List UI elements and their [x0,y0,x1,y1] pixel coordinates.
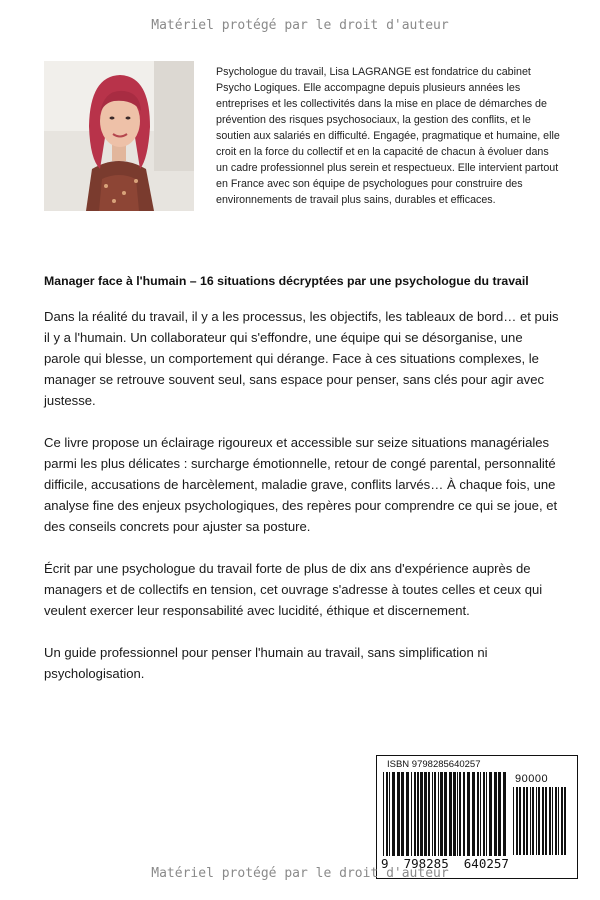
barcode-bar [434,772,436,856]
isbn-label: ISBN 9798285640257 [387,759,481,770]
paragraph-1: Dans la réalité du travail, il y a les processus, les objectifs, les tableaux de bord… et puis il y a l'humain. Un collaborateur qui s'effondre, une équipe qui se désorganise, une parole qui blesse, un comportement qui dérange. Face à ces situations complexes, le manager se retrouve souvent seul, sans espace pour penser, sans clés pour agir avec justesse. [44,309,559,408]
barcode-bar [459,772,461,856]
barcode-bar [457,772,458,856]
barcode-bar [486,772,487,856]
barcode-bar [523,787,525,855]
copyright-watermark-top: Matériel protégé par le droit d'auteur [151,18,449,33]
barcode-bar [424,772,427,856]
barcode-bar [513,787,514,855]
copyright-watermark-bottom: Matériel protégé par le droit d'auteur [151,866,449,881]
barcode-bar [472,772,475,856]
barcode-bar [477,772,479,856]
barcode-bar [542,787,544,855]
barcode-bar [440,772,443,856]
barcode-bar [383,772,384,856]
back-cover-text [44,306,559,705]
barcode-bar [526,787,528,855]
barcode-digits: 9 798285 640257 [381,856,509,871]
barcode-bar [552,787,553,855]
barcode-bar [401,772,404,856]
barcode-bar [397,772,400,856]
barcode-bar [503,772,506,856]
paragraph-2: Ce livre propose un éclairage rigoureux et accessible sur seize situations managériales parmi les plus délicates : surcharge émotionnelle, retour de congé parental, personnalité difficile, accusations de harcèlement, maladie grave, conflits larvés… À chaque fois, une analyse fine des enjeux psychologiques, des repères pour comprendre ce qui se joue, et des conseils concrets pour ajuster sa posture. [44,435,558,534]
book-heading: Manager face à l'humain – 16 situations décryptées par une psychologue du travail [44,274,529,288]
barcode-bar [489,772,492,856]
addon-barcode-bars [511,787,569,855]
barcode-bar [532,787,534,855]
isbn-barcode [376,755,578,879]
barcode-bar [564,787,566,855]
barcode-bar [432,772,433,856]
ean-barcode-bars [381,772,507,856]
barcode-bar [558,787,559,855]
barcode-bar [536,787,537,855]
barcode-bar [444,772,447,856]
barcode-bar [549,787,551,855]
barcode-bar [453,772,456,856]
author-photo [44,61,194,211]
paragraph-4: Un guide professionnel pour penser l'humain au travail, sans simplification ni psychologisation. [44,645,488,681]
barcode-bar [386,772,388,856]
barcode-bar [438,772,439,856]
barcode-bar [389,772,390,856]
author-bio: Psychologue du travail, Lisa LAGRANGE est fondatrice du cabinet Psycho Logiques. Elle accompagne depuis plusieurs années les entreprises et les collectivités dans la mise en place de démarches de prévention des risques psychosociaux, la gestion des conflits, et le soutien aux salariés en difficulté. Engagée, pragmatique et humaine, elle croit en la force du collectif et en la capacité de chacun à évoluer dans un cadre professionnel plus serein et respectueux. Elle intervient partout en France avec son équipe de psychologues pour construire des environnements de travail plus sains, durables et efficaces. [216,66,560,206]
barcode-bar [555,787,557,855]
barcode-bar [530,787,531,855]
barcode-bar [414,772,416,856]
barcode-bar [561,787,563,855]
barcode-bar [406,772,409,856]
barcode-bar [420,772,423,856]
barcode-bar [538,787,540,855]
barcode-bar [545,787,547,855]
barcode-bar [494,772,497,856]
barcode-bar [519,787,521,855]
barcode-bar [480,772,481,856]
barcode-bar [411,772,412,856]
barcode-bar [449,772,452,856]
barcode-bar [467,772,470,856]
barcode-bar [392,772,395,856]
barcode-bar [463,772,465,856]
price-code: 90000 [515,773,549,785]
barcode-bar [417,772,419,856]
barcode-bar [498,772,501,856]
paragraph-3: Écrit par une psychologue du travail forte de plus de dix ans d'expérience auprès de managers et de collectifs en tension, cet ouvrage s'adresse à toutes celles et ceux qui veulent exercer leur responsabilité avec lucidité, éthique et discernement. [44,561,543,618]
barcode-bar [428,772,430,856]
barcode-bar [483,772,485,856]
barcode-bar [516,787,518,855]
